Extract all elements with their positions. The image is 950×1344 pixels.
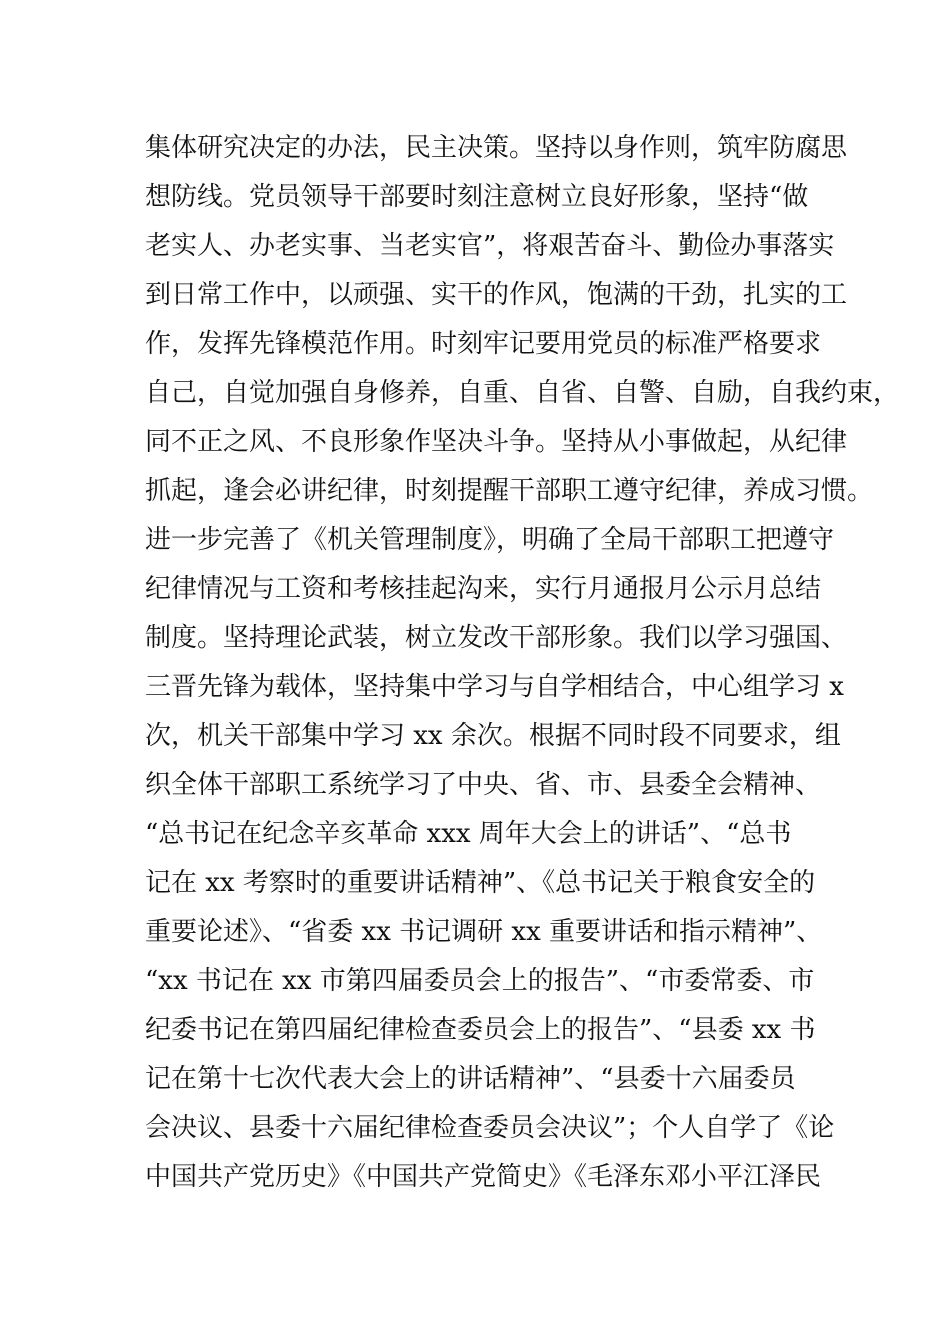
text-line: 中国共产党历史》《中国共产党简史》《毛泽东邓小平江泽民 bbox=[145, 1162, 822, 1192]
text-line: 纪律情况与工资和考核挂起沟来，实行月通报月公示月总结 bbox=[145, 574, 822, 604]
text-line: 集体研究决定的办法，民主决策。坚持以身作则，筑牢防腐思 bbox=[145, 133, 848, 163]
text-line: 会决议、县委十六届纪律检查委员会决议”；个人自学了《论 bbox=[145, 1113, 835, 1143]
text-line: 老实人、办老实事、当老实官”，将艰苦奋斗、勤俭办事落实 bbox=[145, 231, 835, 261]
text-line: “总书记在纪念辛亥革命 xxx 周年大会上的讲话”、“总书 bbox=[145, 819, 792, 849]
text-line: 次，机关干部集中学习 xx 余次。根据不同时段不同要求，组 bbox=[145, 721, 841, 751]
text-line: 到日常工作中，以顽强、实干的作风，饱满的干劲，扎实的工 bbox=[145, 280, 848, 310]
text-line: 想防线。党员领导干部要时刻注意树立良好形象，坚持“做 bbox=[145, 182, 809, 212]
text-line: 抓起，逢会必讲纪律，时刻提醒干部职工遵守纪律，养成习惯。 bbox=[145, 476, 874, 506]
text-line: 作，发挥先锋模范作用。时刻牢记要用党员的标准严格要求 bbox=[145, 329, 822, 359]
text-line: 三晋先锋为载体，坚持集中学习与自学相结合，中心组学习 x bbox=[145, 672, 844, 702]
text-line: 进一步完善了《机关管理制度》，明确了全局干部职工把遵守 bbox=[145, 525, 835, 555]
text-line: 重要论述》、“省委 xx 书记调研 xx 重要讲话和指示精神”、 bbox=[145, 917, 823, 947]
text-line: “xx 书记在 xx 市第四届委员会上的报告”、“市委常委、市 bbox=[145, 966, 815, 996]
text-line: 自己，自觉加强自身修养，自重、自省、自警、自励，自我约束， bbox=[145, 378, 900, 408]
text-line: 同不正之风、不良形象作坚决斗争。坚持从小事做起，从纪律 bbox=[145, 427, 848, 457]
text-line: 织全体干部职工系统学习了中央、省、市、县委全会精神、 bbox=[145, 770, 822, 800]
text-line: 制度。坚持理论武装，树立发改干部形象。我们以学习强国、 bbox=[145, 623, 848, 653]
text-line: 记在第十七次代表大会上的讲话精神”、“县委十六届委员 bbox=[145, 1064, 796, 1094]
text-line: 记在 xx 考察时的重要讲话精神”、《总书记关于粮食安全的 bbox=[145, 868, 816, 898]
body-text bbox=[145, 124, 900, 1202]
text-line: 纪委书记在第四届纪律检查委员会上的报告”、“县委 xx 书 bbox=[145, 1015, 816, 1045]
